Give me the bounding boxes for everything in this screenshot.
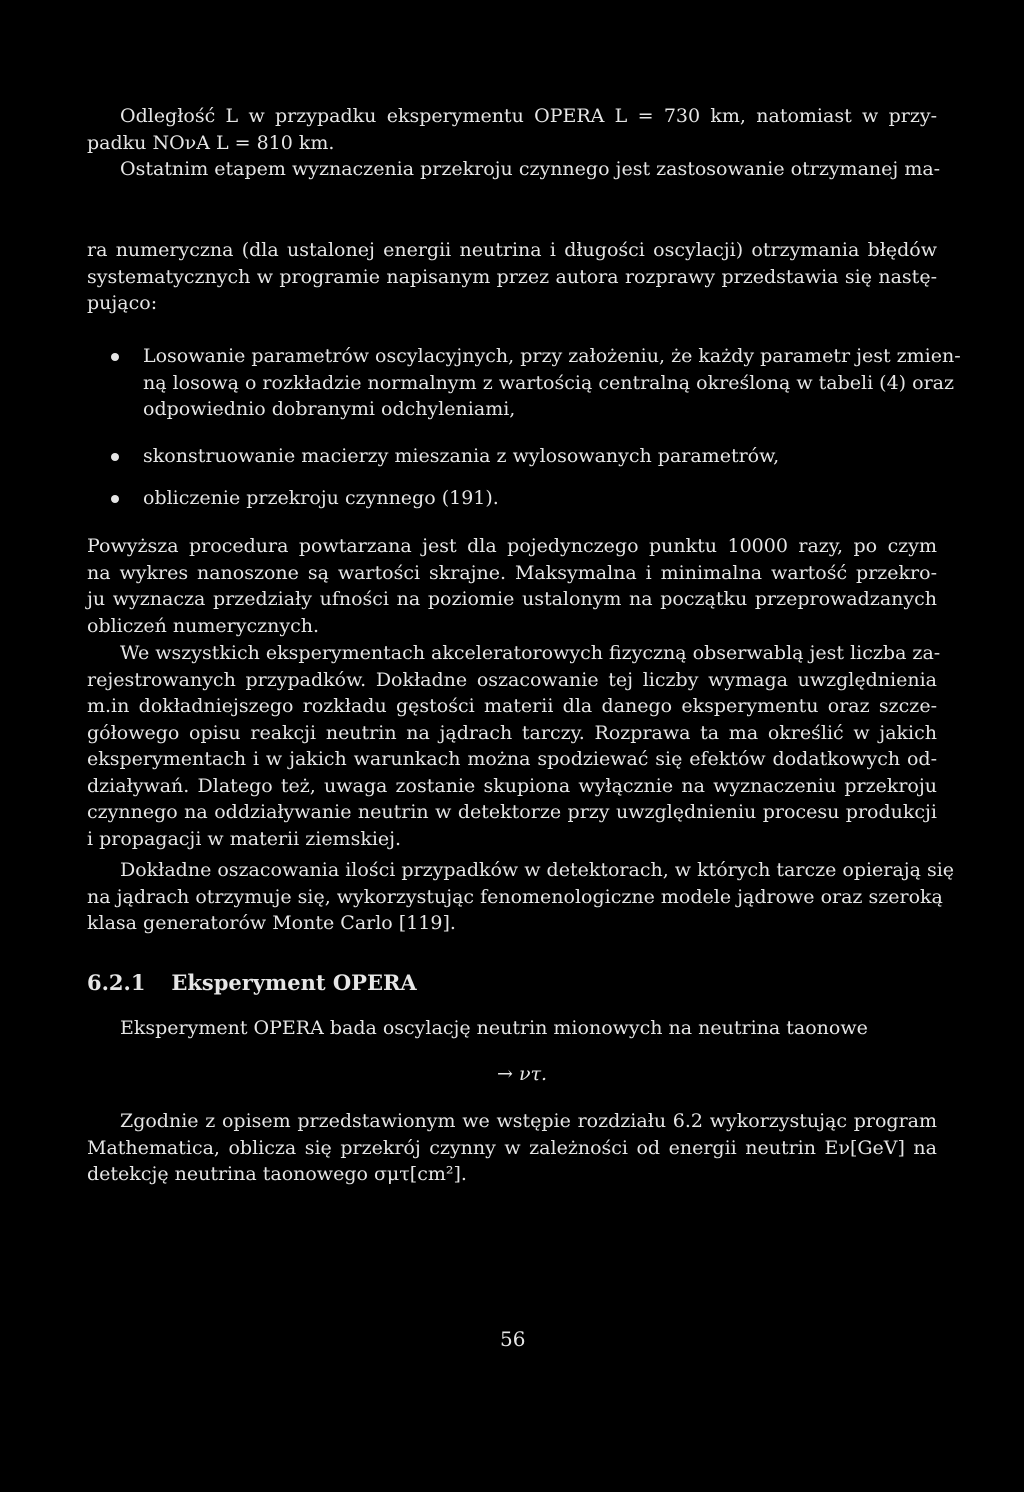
section-title: Eksperyment OPERA [171, 970, 417, 995]
text-line: obliczenie przekroju czynnego (191). [143, 487, 499, 509]
text-line: czynnego na oddziaływanie neutrin w detektorze przy uwzględnieniu procesu produkcji [87, 801, 937, 823]
paragraph-accelerator-experiments [87, 640, 941, 852]
formula: → ντ. [497, 1063, 548, 1085]
bullet-icon [111, 353, 119, 361]
bullet-icon [111, 453, 119, 461]
text-line: działywań. Dlatego też, uwaga zostanie skupiona wyłącznie na wyznaczeniu przekroju [87, 774, 937, 797]
text-line: Odległość L w przypadku eksperymentu OPERA L = 730 km, natomiast w przy- [120, 105, 937, 127]
paragraph-numerical-procedure [87, 237, 937, 317]
text-line: Dokładne oszacowania ilości przypadków w detektorach, w których tarcze opierają się [120, 859, 955, 881]
text-line: Losowanie parametrów oscylacyjnych, przy założeniu, że każdy parametr jest zmien- [143, 345, 961, 367]
text-line: ną losową o rozkładzie normalnym z wartością centralną określoną w tabeli (4) oraz [143, 371, 954, 394]
text-line: padku NOνA L = 810 km. [87, 131, 335, 154]
section-heading [87, 970, 417, 995]
text-line: obliczeń numerycznych. [87, 614, 320, 637]
text-line: We wszystkich eksperymentach akceleratorowych fizyczną obserwablą jest liczba za- [120, 642, 941, 664]
bullet-icon [111, 495, 119, 503]
paragraph-opera-description [87, 1015, 937, 1042]
text-line: m.in dokładniejszego rozkładu gęstości materii dla danego eksperymentu oraz szcze- [87, 695, 937, 717]
text-line: Powyższa procedura powtarzana jest dla pojedynczego punktu 10000 razy, po czym [87, 535, 937, 557]
text-line: Mathematica, oblicza się przekrój czynny w zależności od energii neutrin Eν[GeV] na [87, 1136, 937, 1159]
text-line: rejestrowanych przypadków. Dokładne oszacowanie tej liczby wymaga uwzględnienia [87, 668, 937, 691]
document-page [87, 0, 961, 1492]
paragraph-mathematica [87, 1108, 937, 1188]
text-line: Ostatnim etapem wyznaczenia przekroju czynnego jest zastosowanie otrzymanej ma- [120, 158, 941, 180]
text-line: odpowiednio dobranymi odchyleniami, [143, 398, 516, 420]
text-line: eksperymentach i w jakich warunkach można spodziewać się efektów dodatkowych od- [87, 748, 937, 770]
paragraph-procedure-repeat [87, 533, 937, 639]
text-line: na jądrach otrzymuje się, wykorzystując fenomenologiczne modele jądrowe oraz szeroką [87, 885, 943, 908]
text-line: klasa generatorów Monte Carlo [119]. [87, 912, 456, 934]
text-line: gółowego opisu reakcji neutrin na jądrach tarczy. Rozprawa ta ma określić w jakich [87, 721, 937, 744]
text-line: i propagacji w materii ziemskiej. [87, 827, 402, 850]
text-line: detekcję neutrina taonowego σμτ[cm²]. [87, 1163, 467, 1185]
page-number: 56 [500, 1327, 526, 1351]
paragraph-distance [87, 103, 937, 156]
text-line: ra numeryczna (dla ustalonej energii neutrina i długości oscylacji) otrzymania błędów [87, 239, 937, 261]
text-line: pująco: [87, 292, 158, 314]
section-number: 6.2.1 [87, 970, 146, 995]
text-line: Zgodnie z opisem przedstawionym we wstępie rozdziału 6.2 wykorzystując program [120, 1110, 937, 1132]
text-line: systematycznych w programie napisanym przez autora rozprawy przedstawia się nastę- [87, 265, 937, 288]
text-line: ju wyznacza przedziały ufności na poziomie ustalonym na początku przeprowadzanych [87, 588, 937, 610]
text-line: Eksperyment OPERA bada oscylację neutrin mionowych na neutrina taonowe [120, 1017, 868, 1039]
text-line: skonstruowanie macierzy mieszania z wylosowanych parametrów, [143, 445, 780, 467]
paragraph-final-stage [87, 156, 941, 183]
paragraph-monte-carlo [87, 857, 955, 937]
text-line: na wykres nanoszone są wartości skrajne. Maksymalna i minimalna wartość przekro- [87, 561, 937, 584]
